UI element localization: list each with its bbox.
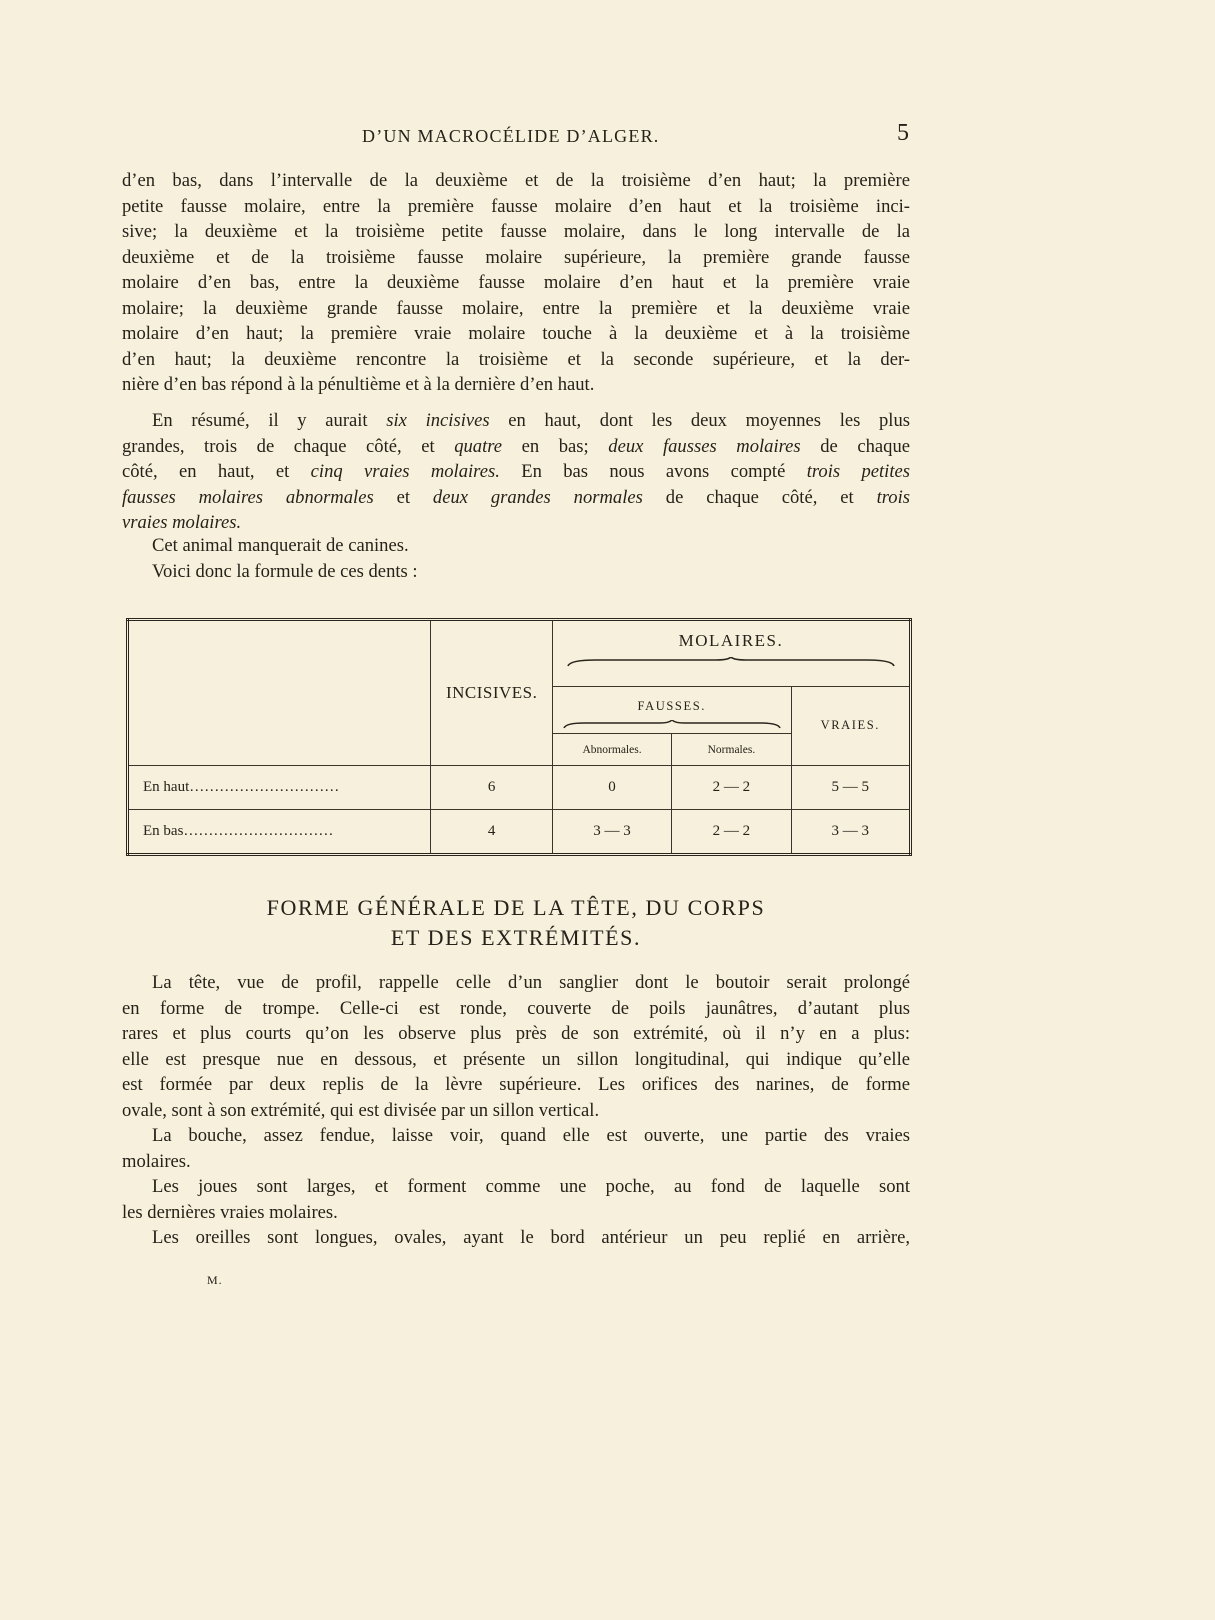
vraies-value: 3 — 3 — [791, 810, 910, 855]
fausses-header: FAUSSES. — [552, 686, 791, 734]
text-line: Les joues sont larges, et forment comme une poche, au fond de laquelle sont — [152, 1176, 910, 1197]
text-line: Les oreilles sont longues, ovales, ayant le bord antérieur un peu replié en arrière, — [152, 1227, 910, 1248]
text-line: fausses molaires abnormales et deux grandes normales de chaque côté, et trois — [122, 486, 910, 508]
row-label: En haut………………………… — [128, 765, 431, 810]
text-line: côté, en haut, et cinq vraies molaires. En bas nous avons compté trois petites — [122, 461, 910, 482]
signature-mark: M. — [207, 1273, 223, 1287]
text-line: Voici donc la formule de ces dents : — [152, 560, 418, 582]
text-line: molaires. — [122, 1150, 191, 1172]
fausses-brace — [562, 720, 782, 729]
table-corner-cell — [128, 620, 431, 766]
text-line: molaire; la deuxième grande fausse molaire, entre la première et la deuxième vraie — [122, 297, 910, 319]
paragraph-summary — [122, 408, 910, 536]
molaires-header: MOLAIRES. — [552, 620, 910, 687]
text-line: est formée par deux replis de la lèvre supérieure. Les orifices des narines, de forme — [122, 1074, 910, 1095]
incisives-value: 6 — [431, 765, 552, 810]
section-title-line: ET DES EXTRÉMITÉS. — [390, 925, 642, 950]
section-title-line: FORME GÉNÉRALE DE LA TÊTE, DU CORPS — [266, 895, 766, 920]
row-label: En bas………………………… — [128, 810, 431, 855]
text-line: La bouche, assez fendue, laisse voir, quand elle est ouverte, une partie des vraies — [152, 1125, 910, 1146]
molaires-brace — [566, 657, 896, 667]
text-line: vraies molaires. — [122, 512, 242, 533]
text-line: molaire d’en bas, entre la deuxième fausse molaire d’en haut et la première vraie — [122, 272, 910, 293]
text-line: rares et plus courts qu’on les observe plus près de son extrémité, où il n’y en a plus: — [122, 1023, 910, 1044]
table-row — [128, 765, 911, 810]
abnormales-value: 3 — 3 — [552, 810, 671, 855]
text-line: deuxième et de la troisième fausse molaire supérieure, la première grande fausse — [122, 246, 910, 268]
page-number: 5 — [897, 120, 909, 146]
text-line: En résumé, il y aurait six incisives en haut, dont les deux moyennes les plus — [152, 410, 911, 431]
normales-value: 2 — 2 — [672, 765, 791, 810]
table-row — [128, 810, 911, 855]
text-line: en forme de trompe. Celle-ci est ronde, couverte de poils jaunâtres, d’autant plus — [122, 997, 910, 1019]
incisives-header: INCISIVES. — [431, 620, 552, 766]
text-line: sive; la deuxième et la troisième petite fausse molaire, dans le long intervalle de la — [122, 221, 910, 242]
text-line: d’en bas, dans l’intervalle de la deuxième et de la troisième d’en haut; la première — [122, 170, 910, 191]
paragraph-head — [122, 970, 910, 1251]
text-line: petite fausse molaire, entre la première fausse molaire d’en haut et la troisième inci- — [122, 195, 910, 217]
incisives-value: 4 — [431, 810, 552, 855]
text-line: grandes, trois de chaque côté, et quatre en bas; deux fausses molaires de chaque — [122, 435, 911, 457]
text-line: Cet animal manquerait de canines. — [152, 535, 409, 556]
vraies-header: VRAIES. — [791, 686, 910, 765]
abnormales-value: 0 — [552, 765, 671, 810]
paragraph-dentition — [122, 168, 910, 398]
text-line: molaire d’en haut; la première vraie molaire touche à la deuxième et à la troisième — [122, 323, 910, 344]
text-line: d’en haut; la deuxième rencontre la troisième et la seconde supérieure, et la der- — [122, 348, 910, 370]
text-line: La tête, vue de profil, rappelle celle d’un sanglier dont le boutoir serait prolongé — [152, 972, 910, 993]
text-line: elle est presque nue en dessous, et présente un sillon longitudinal, qui indique qu’elle — [122, 1048, 910, 1070]
text-line: nière d’en bas répond à la pénultième et à la dernière d’en haut. — [122, 374, 595, 395]
vraies-value: 5 — 5 — [791, 765, 910, 810]
section-title — [122, 893, 910, 953]
text-line: les dernières vraies molaires. — [122, 1201, 338, 1223]
paragraph-canines — [122, 533, 910, 584]
abnormales-header: Abnormales. — [552, 734, 671, 765]
running-title: D’UN MACROCÉLIDE D’ALGER. — [362, 126, 660, 146]
dental-formula-table — [126, 618, 912, 856]
normales-header: Normales. — [672, 734, 791, 765]
normales-value: 2 — 2 — [672, 810, 791, 855]
page-header — [122, 120, 912, 154]
text-line: ovale, sont à son extrémité, qui est divisée par un sillon vertical. — [122, 1099, 600, 1121]
